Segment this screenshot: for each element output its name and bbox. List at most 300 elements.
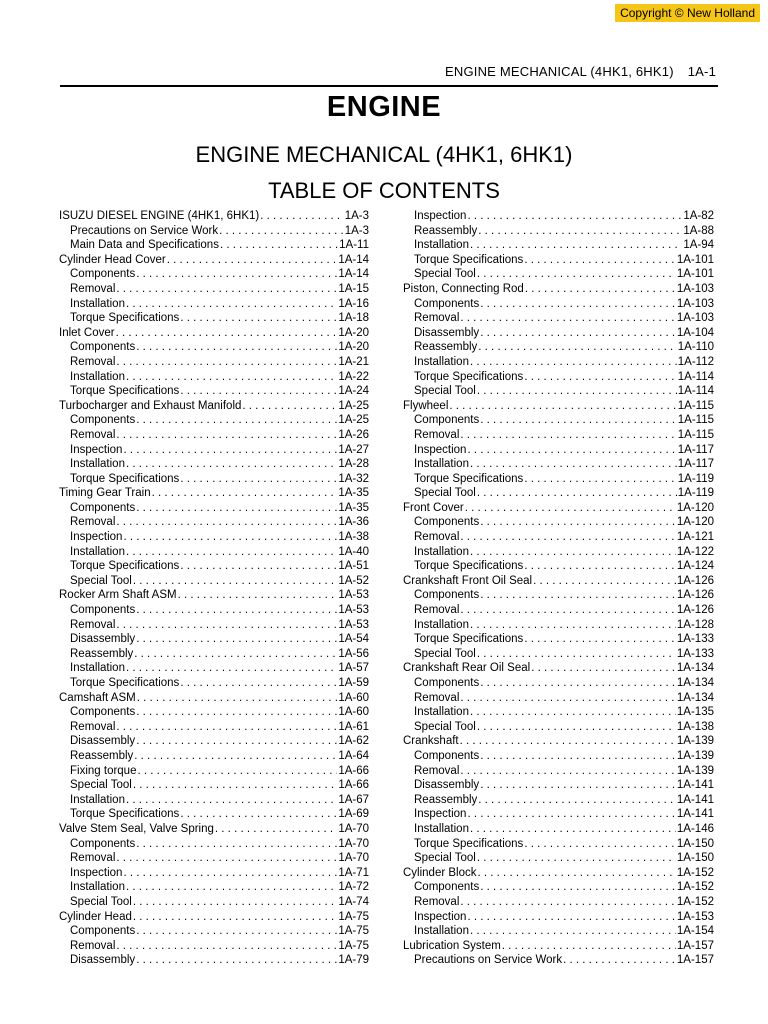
- toc-entry-label: Camshaft ASM: [59, 691, 136, 704]
- toc-leader-dots: [480, 676, 676, 691]
- toc-entry-label: Inlet Cover: [59, 326, 115, 339]
- toc-entry-page: 1A-120: [676, 516, 714, 529]
- toc-entry-label: Rocker Arm Shaft ASM: [59, 589, 177, 602]
- toc-entry-page: 1A-56: [338, 647, 369, 660]
- toc-entry: [59, 486, 369, 501]
- toc-entry-page: 1A-38: [338, 531, 369, 544]
- toc-subentry: [403, 224, 714, 239]
- toc-entry-page: 1A-70: [338, 852, 369, 865]
- toc-entry-page: 1A-35: [338, 487, 369, 500]
- toc-entry-label: Inspection: [414, 910, 467, 923]
- toc-subentry: [403, 924, 714, 939]
- toc-entry-label: Timing Gear Train: [59, 487, 151, 500]
- toc-entry-page: 1A-57: [338, 662, 369, 675]
- toc-column-left: [59, 209, 369, 968]
- toc-entry-page: 1A-26: [338, 428, 369, 441]
- toc-leader-dots: [219, 224, 344, 239]
- toc-entry-label: Installation: [414, 706, 469, 719]
- toc-subentry: [403, 632, 714, 647]
- toc-entry-page: 1A-3: [344, 224, 369, 237]
- toc-leader-dots: [460, 764, 676, 779]
- toc-leader-dots: [136, 705, 337, 720]
- toc-entry-page: 1A-101: [676, 268, 714, 281]
- toc-entry-label: Special Tool: [70, 895, 132, 908]
- toc-entry-page: 1A-40: [338, 545, 369, 558]
- toc-subentry: [403, 618, 714, 633]
- toc-subentry: [59, 734, 369, 749]
- toc-subentry: [403, 676, 714, 691]
- toc-leader-dots: [467, 209, 682, 224]
- toc-entry-label: Installation: [414, 925, 469, 938]
- toc-entry-page: 1A-124: [676, 560, 714, 573]
- toc-leader-dots: [480, 749, 676, 764]
- toc-subentry: [403, 311, 714, 326]
- toc-entry-page: 1A-121: [676, 531, 714, 544]
- toc-entry-page: 1A-70: [338, 837, 369, 850]
- toc-subentry: [59, 559, 369, 574]
- toc-entry-label: Flywheel: [403, 399, 449, 412]
- toc-entry-label: Torque Specifications: [414, 560, 524, 573]
- toc-leader-dots: [470, 618, 676, 633]
- toc-entry-page: 1A-70: [338, 822, 369, 835]
- toc-subentry: [403, 545, 714, 560]
- toc-entry-page: 1A-25: [338, 414, 369, 427]
- toc-subentry: [403, 764, 714, 779]
- toc-entry-page: 1A-27: [338, 443, 369, 456]
- toc-entry: [59, 399, 369, 414]
- toc-entry-label: Components: [70, 501, 136, 514]
- toc-entry-label: Inspection: [70, 866, 123, 879]
- toc-subentry: [403, 647, 714, 662]
- toc-leader-dots: [180, 559, 337, 574]
- toc-entry-page: 1A-60: [338, 691, 369, 704]
- toc-subentry: [403, 837, 714, 852]
- toc-leader-dots: [136, 837, 337, 852]
- toc-subentry: [59, 501, 369, 516]
- toc-entry-label: Special Tool: [70, 574, 132, 587]
- toc-subentry: [59, 428, 369, 443]
- toc-entry-page: 1A-153: [676, 910, 714, 923]
- toc-entry-page: 1A-154: [676, 925, 714, 938]
- toc-leader-dots: [460, 603, 676, 618]
- toc-entry-page: 1A-59: [338, 677, 369, 689]
- toc-entry-label: Front Cover: [403, 501, 464, 514]
- toc-entry-label: Removal: [70, 852, 116, 865]
- toc-leader-dots: [116, 428, 337, 443]
- toc-leader-dots: [467, 443, 676, 458]
- toc-subentry: [59, 603, 369, 618]
- toc-entry-label: Removal: [70, 720, 116, 733]
- toc-entry-page: 1A-16: [338, 297, 369, 310]
- toc-entry-label: Torque Specifications: [414, 253, 524, 266]
- toc-leader-dots: [137, 691, 338, 706]
- toc-entry-label: Torque Specifications: [70, 560, 180, 573]
- toc-leader-dots: [477, 720, 676, 735]
- toc-entry-label: Installation: [414, 618, 469, 631]
- toc-subentry: [403, 384, 714, 399]
- toc-entry-label: Special Tool: [414, 720, 476, 733]
- toc-leader-dots: [460, 530, 676, 545]
- toc-leader-dots: [563, 953, 676, 968]
- toc-leader-dots: [136, 501, 337, 516]
- toc-subentry: [59, 574, 369, 589]
- toc-entry-label: Torque Specifications: [70, 677, 180, 689]
- toc-leader-dots: [470, 457, 677, 472]
- toc-entry-label: Precautions on Service Work: [70, 224, 219, 237]
- toc-entry-label: Removal: [70, 428, 116, 441]
- toc-subentry: [403, 807, 714, 822]
- toc-leader-dots: [460, 895, 676, 910]
- toc-entry-label: Removal: [414, 428, 460, 441]
- toc-entry-page: 1A-133: [676, 647, 714, 660]
- toc-subentry: [403, 691, 714, 706]
- toc-leader-dots: [470, 822, 676, 837]
- toc-leader-dots: [478, 793, 676, 808]
- toc-entry-label: Piston, Connecting Rod: [403, 282, 524, 295]
- toc-leader-dots: [260, 209, 343, 224]
- toc-entry-page: 1A-18: [338, 312, 369, 325]
- toc-subentry: [59, 647, 369, 662]
- toc-leader-dots: [116, 282, 337, 297]
- toc-entry-label: Cylinder Block: [403, 866, 477, 879]
- toc-subentry: [403, 340, 714, 355]
- toc-subentry: [403, 588, 714, 603]
- toc-entry-page: 1A-3: [344, 210, 369, 222]
- toc-subentry: [403, 443, 714, 458]
- toc-leader-dots: [136, 413, 337, 428]
- toc-leader-dots: [478, 340, 676, 355]
- toc-entry-page: 1A-53: [338, 618, 369, 631]
- toc-leader-dots: [136, 924, 337, 939]
- toc-subentry: [403, 720, 714, 735]
- toc-entry-page: 1A-110: [677, 341, 714, 354]
- toc-leader-dots: [477, 384, 677, 399]
- toc-subentry: [59, 764, 369, 779]
- toc-entry-page: 1A-72: [338, 881, 369, 894]
- toc-entry-label: Torque Specifications: [414, 633, 524, 646]
- toc-entry-page: 1A-134: [676, 677, 714, 689]
- toc-entry-page: 1A-152: [676, 895, 714, 908]
- toc-subentry: [59, 297, 369, 312]
- toc-entry: [403, 282, 714, 297]
- toc-entry-page: 1A-126: [676, 574, 714, 587]
- toc-leader-dots: [178, 588, 338, 603]
- toc-entry-page: 1A-104: [676, 326, 714, 339]
- toc-entry-label: Torque Specifications: [70, 385, 180, 398]
- toc-entry-label: Special Tool: [70, 779, 132, 792]
- toc-entry-page: 1A-126: [676, 604, 714, 617]
- toc-entry-label: Reassembly: [414, 224, 478, 237]
- toc-entry-page: 1A-52: [338, 574, 369, 587]
- toc-subentry: [403, 413, 714, 428]
- toc-entry-page: 1A-88: [683, 224, 714, 237]
- toc-leader-dots: [470, 238, 682, 253]
- toc-heading: TABLE OF CONTENTS: [268, 178, 500, 203]
- toc-entry-page: 1A-61: [338, 720, 369, 733]
- toc-entry-page: 1A-157: [676, 954, 714, 967]
- toc-entry-page: 1A-36: [338, 516, 369, 529]
- toc-leader-dots: [524, 632, 676, 647]
- toc-leader-dots: [180, 311, 337, 326]
- toc-entry-label: Precautions on Service Work: [414, 954, 563, 967]
- toc-subentry: [59, 851, 369, 866]
- toc-entry-label: Components: [70, 706, 136, 719]
- toc-leader-dots: [126, 793, 337, 808]
- toc-entry-label: Reassembly: [70, 647, 134, 660]
- toc-entry: [59, 822, 369, 837]
- toc-leader-dots: [480, 588, 676, 603]
- toc-entry-page: 1A-103: [676, 297, 714, 310]
- toc-entry-label: Components: [70, 837, 136, 850]
- toc-entry-label: Torque Specifications: [70, 472, 180, 485]
- toc-subentry: [403, 530, 714, 545]
- header-rule: [60, 85, 718, 87]
- toc-entry-label: Turbocharger and Exhaust Manifold: [59, 399, 242, 412]
- toc-entry-page: 1A-94: [683, 239, 714, 252]
- toc-entry-page: 1A-24: [338, 385, 369, 398]
- toc-leader-dots: [123, 443, 337, 458]
- toc-subentry: [59, 866, 369, 881]
- toc-entry-page: 1A-139: [676, 735, 714, 748]
- toc-subentry: [59, 749, 369, 764]
- toc-entry-label: Removal: [414, 531, 460, 544]
- toc-subentry: [59, 618, 369, 633]
- toc-subentry: [59, 370, 369, 385]
- toc-subentry: [403, 749, 714, 764]
- toc-leader-dots: [116, 939, 337, 954]
- toc-leader-dots: [180, 384, 337, 399]
- toc-leader-dots: [180, 676, 337, 691]
- toc-subentry: [403, 267, 714, 282]
- toc-entry-label: Valve Stem Seal, Valve Spring: [59, 822, 214, 835]
- toc-entry-page: 1A-67: [338, 793, 369, 806]
- toc-subentry: [59, 267, 369, 282]
- toc-entry-page: 1A-117: [677, 458, 714, 471]
- toc-entry-page: 1A-66: [338, 779, 369, 792]
- toc-entry-label: Special Tool: [414, 268, 476, 281]
- toc-subentry: [59, 443, 369, 458]
- toc-subentry: [403, 457, 714, 472]
- toc-entry-page: 1A-128: [676, 618, 714, 631]
- toc-entry-label: Removal: [414, 691, 460, 704]
- toc-entry-label: Components: [414, 297, 480, 310]
- toc-leader-dots: [477, 267, 676, 282]
- toc-entry-label: Components: [414, 881, 480, 894]
- toc-leader-dots: [524, 559, 676, 574]
- toc-leader-dots: [465, 501, 676, 516]
- toc-entry-page: 1A-150: [676, 837, 714, 850]
- toc-entry-page: 1A-11: [339, 239, 369, 252]
- toc-leader-dots: [136, 632, 337, 647]
- toc-subentry: [59, 924, 369, 939]
- toc-subentry: [403, 297, 714, 312]
- toc-subentry: [59, 515, 369, 530]
- toc-leader-dots: [449, 399, 676, 414]
- toc-entry-label: Special Tool: [414, 487, 476, 500]
- toc-entry-page: 1A-51: [338, 560, 369, 573]
- toc-subentry: [59, 705, 369, 720]
- toc-subentry: [59, 472, 369, 487]
- toc-entry: [403, 399, 714, 414]
- toc-leader-dots: [116, 326, 338, 341]
- toc-entry-label: Crankshaft: [403, 735, 459, 748]
- toc-entry-page: 1A-120: [676, 501, 714, 514]
- toc-entry-label: Components: [70, 604, 136, 617]
- toc-entry-label: Installation: [70, 545, 125, 558]
- toc-leader-dots: [116, 720, 337, 735]
- toc-leader-dots: [136, 267, 337, 282]
- toc-leader-dots: [215, 822, 337, 837]
- toc-entry-page: 1A-35: [338, 501, 369, 514]
- toc-subentry: [403, 705, 714, 720]
- toc-entry-page: 1A-141: [676, 779, 714, 792]
- toc-entry-page: 1A-14: [338, 253, 369, 266]
- toc-leader-dots: [525, 282, 676, 297]
- toc-entry-page: 1A-53: [338, 604, 369, 617]
- toc-leader-dots: [133, 574, 338, 589]
- toc-entry-label: Inspection: [414, 443, 467, 456]
- toc-leader-dots: [460, 734, 676, 749]
- toc-leader-dots: [470, 355, 677, 370]
- toc-entry-page: 1A-60: [338, 706, 369, 719]
- toc-entry-page: 1A-122: [676, 545, 714, 558]
- toc-subentry: [59, 676, 369, 691]
- toc-leader-dots: [123, 866, 337, 881]
- toc-entry-page: 1A-114: [677, 370, 714, 383]
- toc-entry-page: 1A-112: [677, 355, 714, 368]
- toc-entry-label: Disassembly: [414, 779, 480, 792]
- toc-entry-page: 1A-115: [677, 399, 714, 412]
- toc-leader-dots: [152, 486, 338, 501]
- toc-subentry: [59, 793, 369, 808]
- toc-subentry: [403, 778, 714, 793]
- toc-leader-dots: [480, 413, 677, 428]
- toc-entry-label: Crankshaft Rear Oil Seal: [403, 662, 531, 675]
- toc-entry-page: 1A-64: [338, 749, 369, 762]
- toc-entry-label: Inspection: [414, 210, 467, 222]
- toc-entry-label: Removal: [70, 939, 116, 952]
- toc-leader-dots: [133, 895, 338, 910]
- toc-subentry: [403, 355, 714, 370]
- toc-entry-label: Installation: [414, 545, 469, 558]
- toc-subentry: [59, 720, 369, 735]
- toc-subentry: [59, 238, 369, 253]
- toc-entry-label: Inspection: [70, 531, 123, 544]
- toc-entry-label: Fixing torque: [70, 764, 137, 777]
- copyright-badge: Copyright © New Holland: [615, 4, 760, 22]
- toc-leader-dots: [467, 910, 675, 925]
- toc-entry-page: 1A-28: [338, 458, 369, 471]
- toc-entry-page: 1A-74: [338, 895, 369, 908]
- toc-leader-dots: [460, 311, 676, 326]
- toc-entry-page: 1A-82: [683, 210, 714, 222]
- toc-subentry: [403, 851, 714, 866]
- toc-leader-dots: [502, 939, 676, 954]
- toc-subentry: [403, 793, 714, 808]
- toc-entry-label: Torque Specifications: [414, 472, 524, 485]
- toc-subentry: [59, 778, 369, 793]
- toc-entry-label: Installation: [70, 881, 125, 894]
- toc-entry-page: 1A-126: [676, 589, 714, 602]
- toc-subentry: [403, 515, 714, 530]
- toc-leader-dots: [126, 457, 337, 472]
- toc-leader-dots: [480, 326, 676, 341]
- toc-leader-dots: [470, 545, 676, 560]
- running-header: [60, 64, 716, 80]
- toc-subentry: [59, 282, 369, 297]
- toc-leader-dots: [167, 253, 338, 268]
- toc-leader-dots: [524, 253, 676, 268]
- toc-leader-dots: [136, 340, 337, 355]
- toc-entry-label: Removal: [414, 895, 460, 908]
- toc-subentry: [59, 457, 369, 472]
- toc-entry-label: Torque Specifications: [70, 808, 180, 821]
- toc-leader-dots: [116, 851, 337, 866]
- toc-entry-page: 1A-71: [338, 866, 369, 879]
- toc-leader-dots: [477, 851, 676, 866]
- toc-entry-page: 1A-75: [338, 910, 369, 923]
- toc-entry: [59, 588, 369, 603]
- toc-entry-page: 1A-152: [676, 881, 714, 894]
- toc-entry-label: Components: [414, 414, 480, 427]
- toc-entry: [403, 866, 714, 881]
- toc-entry-label: Removal: [414, 312, 460, 325]
- toc-subentry: [403, 486, 714, 501]
- toc-entry-page: 1A-115: [677, 428, 714, 441]
- toc-leader-dots: [126, 880, 337, 895]
- toc-entry-label: Installation: [70, 793, 125, 806]
- toc-entry-label: Components: [70, 925, 136, 938]
- toc-leader-dots: [478, 866, 676, 881]
- toc-leader-dots: [180, 807, 337, 822]
- toc-leader-dots: [126, 661, 337, 676]
- toc-entry: [403, 939, 714, 954]
- toc-entry-page: 1A-150: [676, 852, 714, 865]
- toc-entry-label: Inspection: [70, 443, 123, 456]
- toc-entry-page: 1A-21: [338, 355, 369, 368]
- toc-entry-page: 1A-62: [338, 735, 369, 748]
- toc-entry-page: 1A-15: [338, 282, 369, 295]
- toc-entry-label: Removal: [70, 355, 116, 368]
- toc-leader-dots: [480, 515, 676, 530]
- toc-entry-label: Components: [414, 516, 480, 529]
- toc-entry-page: 1A-103: [676, 312, 714, 325]
- toc-leader-dots: [531, 661, 676, 676]
- toc-entry-page: 1A-25: [338, 399, 369, 412]
- toc-entry-label: Installation: [70, 458, 125, 471]
- toc-entry-label: Main Data and Specifications: [70, 239, 219, 252]
- toc-entry-label: Special Tool: [414, 852, 476, 865]
- toc-leader-dots: [480, 880, 676, 895]
- toc-subentry: [403, 880, 714, 895]
- toc-subentry: [403, 209, 714, 224]
- toc-entry-page: 1A-103: [676, 282, 714, 295]
- toc-entry-label: Special Tool: [414, 647, 476, 660]
- toc-entry-label: Cylinder Head: [59, 910, 132, 923]
- toc-leader-dots: [123, 530, 337, 545]
- toc-entry-label: Installation: [414, 458, 469, 471]
- toc-entry-page: 1A-119: [677, 487, 714, 500]
- toc-entry-page: 1A-20: [338, 326, 369, 339]
- toc-entry-page: 1A-152: [676, 866, 714, 879]
- toc-entry: [59, 691, 369, 706]
- toc-entry: [403, 501, 714, 516]
- toc-leader-dots: [460, 428, 676, 443]
- toc-entry-page: 1A-134: [676, 662, 714, 675]
- toc-entry-label: Torque Specifications: [70, 312, 180, 325]
- toc-subentry: [59, 807, 369, 822]
- toc-entry-label: Components: [414, 749, 480, 762]
